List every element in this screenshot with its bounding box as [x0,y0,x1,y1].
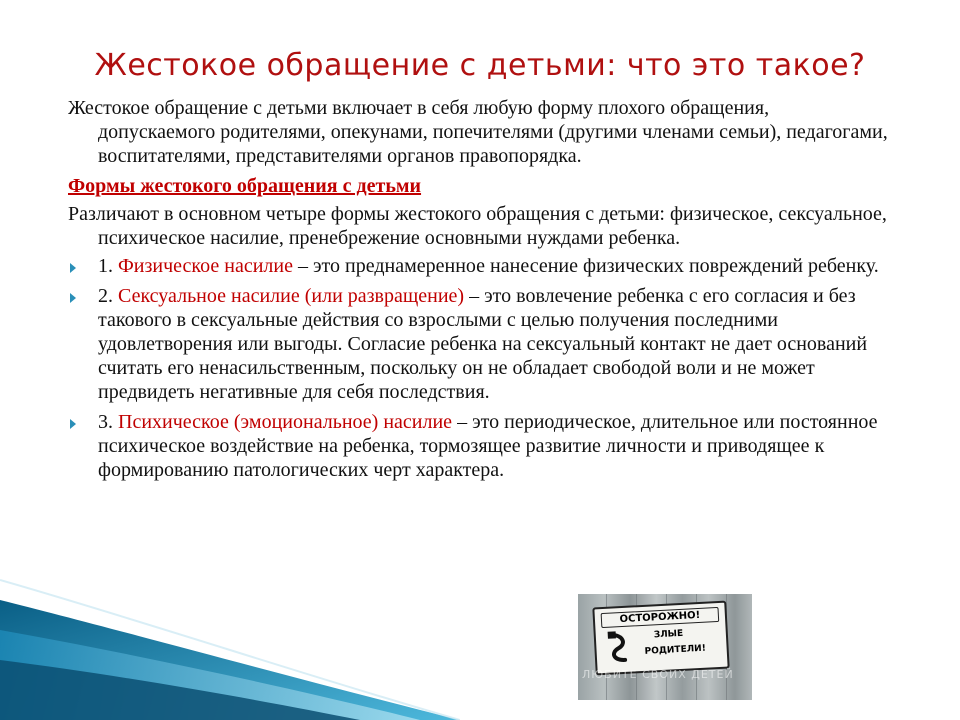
decorative-swoosh [0,560,460,720]
intro-paragraph: Жестокое обращение с детьми включает в себя любую форму плохого обращения, допускаемого родителями, опекунами, попечителями (другими членами семьи), педагогами, воспитателями, представителями органов правопорядка. [68,97,888,167]
sign-text-line3: РОДИТЕЛИ! [644,643,707,657]
item-term: Сексуальное насилие (или развращение) [118,285,465,307]
item-text: – это вовлечение ребенка с его согласия и без такового в сексуальные действия со взрослыми с целью получения последними удовлетворения или выгоды. Согласие ребенка на сексуальный контакт не дает оснований считать его ненасильственным, поскольку он не обладает свободой воли и не может предвидеть негативные для себя последствия. [98,285,868,403]
item-text: – это периодическое, длительное или постоянное психическое воздействие на ребенка, тормозящее развитие личности и приводящее к формированию патологических черт характера. [98,411,878,481]
warning-sign-image [578,594,752,700]
forms-heading: Формы жестокого обращения с детьми [68,175,422,197]
item-number: 2. [98,285,118,307]
bullet-arrow-icon [70,263,76,273]
belt-icon [604,629,636,665]
item-number: 3. [98,411,118,433]
warning-sign [592,601,729,676]
image-caption: ЛЮБИТЕ СВОИХ ДЕТЕЙ [582,668,734,681]
item-number: 1. [98,255,118,277]
slide-content [68,96,888,488]
list-item [68,254,888,278]
list-item [68,284,888,404]
item-term: Психическое (эмоциональное) насилие [118,411,453,433]
bullet-arrow-icon [70,419,76,429]
slide-title: Жестокое обращение с детьми: что это такое? [94,48,866,83]
sign-text-line1: ОСТОРОЖНО! [601,607,720,628]
item-text: – это преднамеренное нанесение физических повреждений ребенку. [292,255,879,277]
forms-intro-paragraph: Различают в основном четыре формы жестокого обращения с детьми: физическое, сексуальное, психическое насилие, пренебрежение основными нуждами ребенка. [68,203,887,249]
list-item [68,410,888,482]
item-term: Физическое насилие [118,255,293,277]
bullet-arrow-icon [70,293,76,303]
sign-text-line2: ЗЛЫЕ [653,628,684,641]
